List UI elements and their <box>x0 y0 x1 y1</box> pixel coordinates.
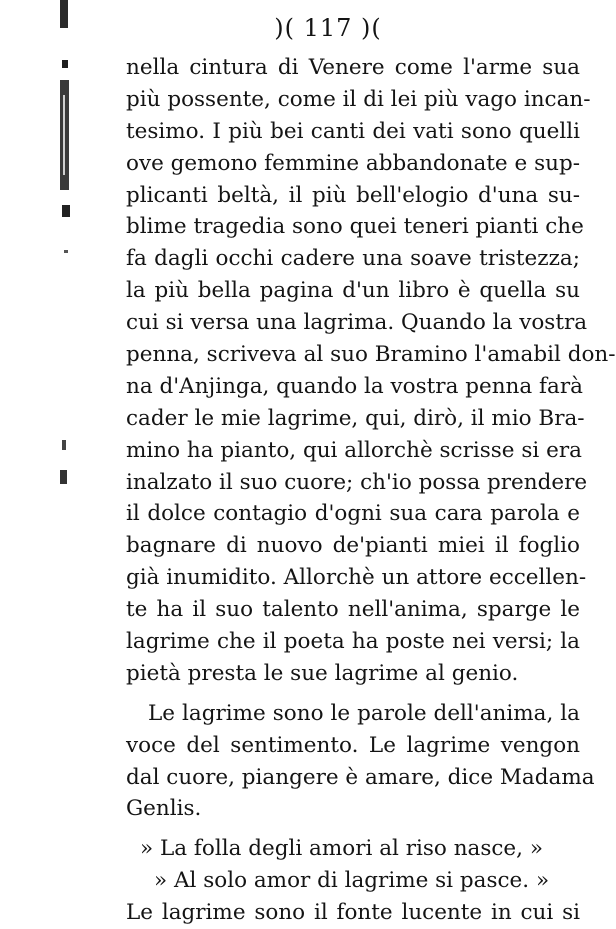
text-line: inalzato il suo cuore; ch'io possa prendere <box>126 469 588 495</box>
text-line: Le lagrime sono le parole dell'anima, la <box>148 700 580 726</box>
text-line: già inumidito. Allorchè un attore eccellen- <box>126 565 587 591</box>
text-line: tesimo. I più bei canti dei vati sono quelli <box>126 118 580 144</box>
verse-quote <box>126 833 580 897</box>
text-line: nella cintura di Venere come l'arme sua <box>126 55 580 80</box>
binding-edge-graphic <box>0 0 80 900</box>
text-line: te ha il suo talento nell'anima, sparge le <box>126 597 580 623</box>
text-line: più possente, come il di lei più vago incan- <box>126 86 591 112</box>
verse-line: » Al solo amor di lagrime si pasce. » <box>154 868 550 894</box>
text-line: bagnare di nuovo de'pianti miei il foglio <box>126 533 580 559</box>
text-line: plicanti beltà, il più bell'elogio d'una su- <box>126 182 580 208</box>
verse-line: » La folla degli amori al riso nasce, » <box>140 836 543 862</box>
text-line: fa dagli occhi cadere una soave tristezza; <box>126 246 580 272</box>
paragraph-1 <box>126 52 616 690</box>
text-line: la più bella pagina d'un libro è quella su <box>126 278 580 304</box>
text-line: blime tragedia sono quei teneri pianti che <box>126 214 584 240</box>
text-line: na d'Anjinga, quando la vostra penna farà <box>126 373 583 399</box>
paragraph-gap <box>126 690 580 698</box>
text-line: mino ha pianto, qui allorchè scrisse si era <box>126 437 582 463</box>
text-line: cui si versa una lagrima. Quando la vostra <box>126 310 588 336</box>
text-line: Le lagrime sono il fonte lucente in cui si <box>126 900 580 926</box>
paragraph-2 <box>126 698 595 826</box>
text-line: penna, scriveva al suo Bramino l'amabil don- <box>126 342 616 368</box>
text-line: il dolce contagio d'ogni sua cara parola e <box>126 501 580 527</box>
paragraph-gap <box>126 825 580 833</box>
text-line: pietà presta le sue lagrime al genio. <box>126 660 519 686</box>
text-line: ove gemono femmine abbandonate e sup- <box>126 150 580 176</box>
text-line: cader le mie lagrime, qui, dirò, il mio Bra- <box>126 405 585 431</box>
text-line: dal cuore, piangere è amare, dice Madama <box>126 764 595 790</box>
text-line: Genlis. <box>126 796 202 822</box>
text-line: voce del sentimento. Le lagrime vengon <box>126 732 580 758</box>
book-binding-shadow <box>0 0 80 900</box>
text-line: lagrime che il poeta ha poste nei versi; la <box>126 629 580 655</box>
page-number: )( 117 )( <box>274 14 382 42</box>
page-text-block <box>126 52 616 929</box>
